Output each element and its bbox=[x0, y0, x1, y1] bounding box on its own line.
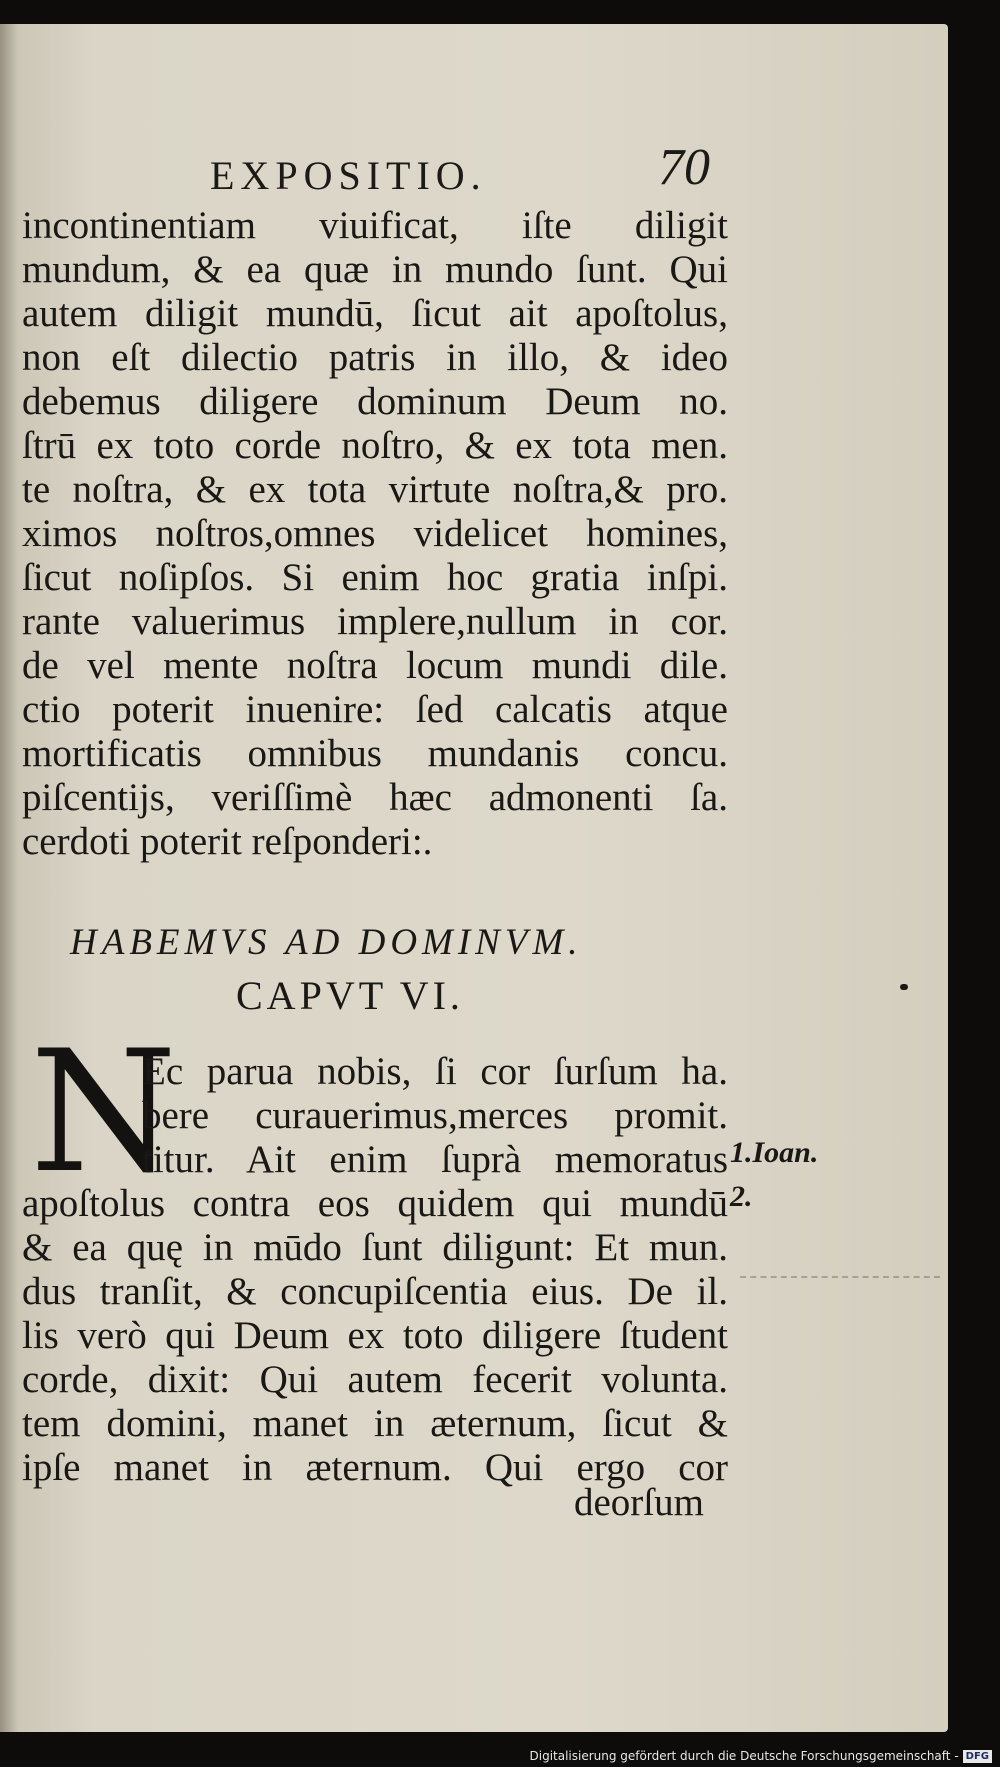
text-line: mundum, & ea quæ in mundo ſunt. Qui bbox=[22, 248, 728, 291]
text-line: ipſe manet in æternum. Qui ergo cor bbox=[22, 1446, 728, 1489]
text-line: cerdoti poterit reſponderi:. bbox=[22, 820, 433, 863]
text-line: autem diligit mundū, ſicut ait apoſtolus, bbox=[22, 292, 728, 335]
text-line: debemus diligere dominum Deum no. bbox=[22, 380, 728, 423]
text-line: incontinentiam viuificat, iſte diligit bbox=[22, 204, 728, 247]
header-title: EXPOSITIO. bbox=[210, 153, 487, 198]
text-line: rante valuerimus implere,nullum in cor. bbox=[22, 600, 728, 643]
text-line: piſcentijs, veriſſimè hæc admonenti ſa. bbox=[22, 776, 728, 819]
text-line: Ec parua nobis, ſi cor ſurſum ha. bbox=[142, 1050, 728, 1093]
text-line: de vel mente noſtra locum mundi dile. bbox=[22, 644, 728, 687]
bleed-through-mark bbox=[740, 1276, 940, 1278]
chapter-heading: HABEMVS AD DOMINVM. bbox=[70, 922, 583, 963]
running-header bbox=[0, 132, 948, 202]
dfg-logo-icon: DFG bbox=[963, 1750, 992, 1763]
footer-credit bbox=[530, 1749, 993, 1763]
text-line: dus tranſit, & concupiſcentia eius. De il. bbox=[22, 1270, 728, 1313]
margin-reference: 1.Ioan. bbox=[730, 1136, 819, 1169]
text-line: apoſtolus contra eos quidem qui mundū bbox=[22, 1182, 728, 1225]
text-line: bere curauerimus,merces promit. bbox=[142, 1094, 728, 1137]
text-line: corde, dixit: Qui autem fecerit volunta. bbox=[22, 1358, 728, 1401]
ink-spot bbox=[900, 984, 908, 990]
text-line: mortificatis omnibus mundanis concu. bbox=[22, 732, 728, 775]
footer-text: Digitalisierung gefördert durch die Deutsche Forschungsgemeinschaft - bbox=[529, 1749, 959, 1763]
body-text-block bbox=[22, 204, 728, 864]
text-line: ximos noſtros,omnes videlicet homines, bbox=[22, 512, 728, 555]
chapter-number: CAPVT VI. bbox=[236, 973, 464, 1018]
page-number: 70 bbox=[658, 139, 710, 196]
book-page bbox=[0, 24, 948, 1732]
text-line: te noſtra, & ex tota virtute noſtra,& pro. bbox=[22, 468, 728, 511]
chapter-text-block bbox=[22, 1050, 728, 1490]
page-gutter-shadow bbox=[0, 24, 18, 1732]
catchword: deorſum bbox=[574, 1481, 704, 1524]
margin-chapter: 2. bbox=[730, 1180, 753, 1213]
text-line: & ea quę in mūdo ſunt diligunt: Et mun. bbox=[22, 1226, 728, 1269]
text-line: tem domini, manet in æternum, ſicut & bbox=[22, 1402, 728, 1445]
drop-cap: N bbox=[30, 1014, 177, 1210]
text-line: lis verò qui Deum ex toto diligere ſtudent bbox=[22, 1314, 728, 1357]
text-line: titur. Ait enim ſuprà memoratus bbox=[142, 1138, 728, 1181]
text-line: ſicut noſipſos. Si enim hoc gratia inſpi. bbox=[22, 556, 728, 599]
text-line: non eſt dilectio patris in illo, & ideo bbox=[22, 336, 728, 379]
text-line: ſtrū ex toto corde noſtro, & ex tota men. bbox=[22, 424, 728, 467]
text-line: ctio poterit inuenire: ſed calcatis atque bbox=[22, 688, 728, 731]
